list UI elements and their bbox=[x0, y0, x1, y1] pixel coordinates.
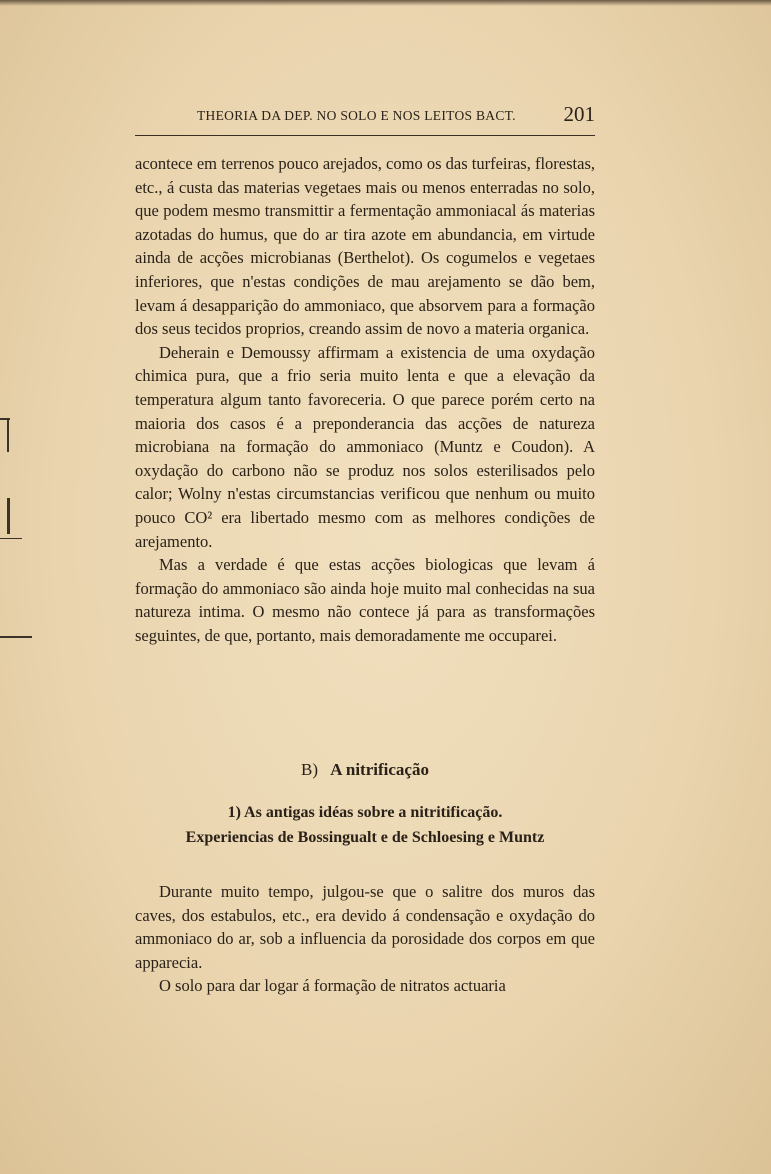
subsection-line-1: 1) As antigas idéas sobre a nitritificação. bbox=[227, 804, 503, 821]
page-top-edge bbox=[0, 0, 771, 6]
margin-binding-mark bbox=[0, 636, 32, 638]
header-rule bbox=[135, 135, 595, 136]
body-text-bottom bbox=[135, 880, 595, 998]
paragraph: acontece em terrenos pouco arejados, como os das turfeiras, florestas, etc., á custa das materias vegetaes mais ou menos enterradas no solo, que podem mesmo transmittir a fermentação ammoniacal ás materias azotadas do humus, que do ar tira azote em abundancia, em virtude ainda de acções microbianas (Berthelot). Os cogumelos e vegetaes inferiores, que n'estas condições de mau arejamento se dão bem, levam á desapparição do ammoniaco, que absorvem para a formação dos seus tecidos proprios, creando assim de novo a materia organica. bbox=[135, 154, 595, 339]
margin-binding-mark bbox=[7, 418, 9, 452]
page-header bbox=[135, 100, 595, 126]
section-title: A nitrificação bbox=[330, 760, 429, 779]
running-head: THEORIA DA DEP. NO SOLO E NOS LEITOS BACT. bbox=[197, 108, 516, 123]
paragraph: O solo para dar logar á formação de nitratos actuaria bbox=[159, 976, 506, 996]
section-heading bbox=[135, 760, 595, 780]
paragraph: Mas a verdade é que estas acções biologicas que levam á formação do ammoniaco são ainda hoje muito mal conhecidas na sua natureza intima. O mesmo não contece já para as transformações seguintes, de que, portanto, mais demoradamente me occuparei. bbox=[135, 555, 595, 645]
body-text-top bbox=[135, 152, 595, 647]
section-marker: B) bbox=[301, 760, 319, 779]
margin-binding-mark bbox=[7, 498, 10, 534]
paragraph: Deherain e Demoussy affirmam a existencia de uma oxydação chimica pura, que a frio seria muito lenta e que a elevação da temperatura algum tanto favoreceria. O que parece porém certo na maioria dos casos é a preponderancia das acções de natureza microbiana na formação do ammoniaco (Muntz e Coudon). A oxydação do carbono não se produz nos solos esterilisados pelo calor; Wolny n'estas circumstancias verificou que nenhum ou muito pouco CO² era libertado mesmo com as melhores condições de arejamento. bbox=[135, 342, 595, 551]
paragraph: Durante muito tempo, julgou-se que o salitre dos muros das caves, dos estabulos, etc., era devido á condensação e oxydação do ammoniaco do ar, sob a influencia da porosidade dos corpos em que apparecia. bbox=[135, 882, 595, 972]
page-number: 201 bbox=[563, 102, 595, 126]
subsection-line-2: Experiencias de Bossingualt e de Schloesing e Muntz bbox=[185, 829, 545, 846]
subsection-heading bbox=[135, 800, 595, 850]
margin-binding-mark bbox=[0, 538, 22, 539]
